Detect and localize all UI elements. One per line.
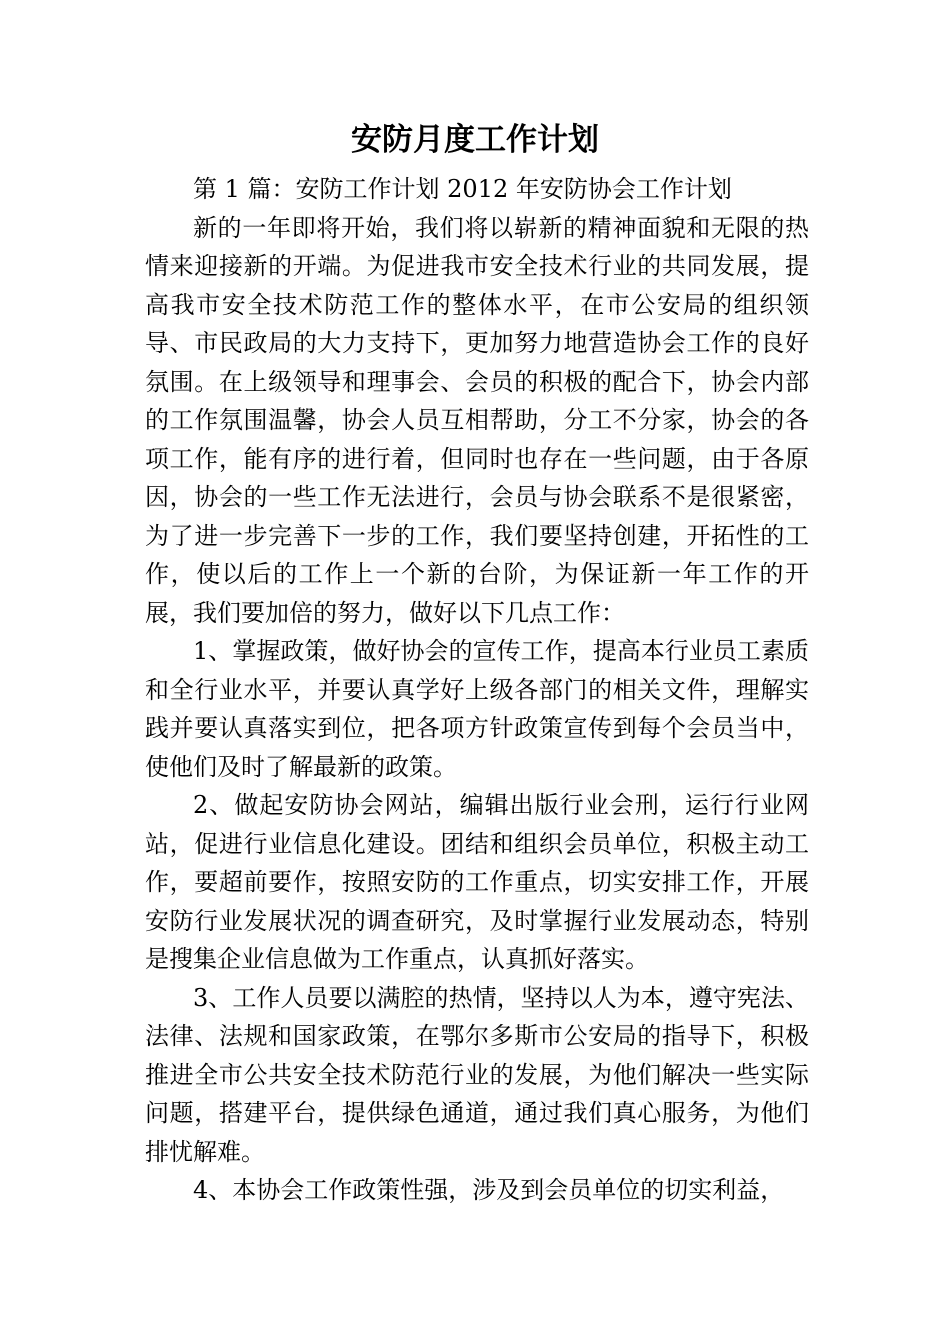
item-4-paragraph: 4、本协会工作政策性强，涉及到会员单位的切实利益， <box>193 1176 785 1204</box>
document-title: 安防月度工作计划 <box>351 122 599 158</box>
item-3-paragraph: 3、工作人员要以满腔的热情，坚持以人为本，遵守宪法、法律、法规和国家政策，在鄂尔多斯市公安局的指导下，积极推进全市公共安全技术防范行业的发展，为他们解决一些实际问题，搭建平台，提供绿色通道，通过我们真心服务，为他们排忧解难。 <box>145 983 809 1166</box>
document-body <box>145 170 809 1210</box>
item-2-paragraph: 2、做起安防协会网站，编辑出版行业会刑，运行行业网站，促进行业信息化建设。团结和组织会员单位，积极主动工作，要超前要作，按照安防的工作重点，切实安排工作，开展安防行业发展状况的调查研究，及时掌握行业发展动态，特别是搜集企业信息做为工作重点，认真抓好落实。 <box>145 791 809 973</box>
article-heading: 第 1 篇：安防工作计划 2012 年安防协会工作计划 <box>193 175 732 203</box>
intro-paragraph: 新的一年即将开始，我们将以崭新的精神面貌和无限的热情来迎接新的开端。为促进我市安全技术行业的共同发展，提高我市安全技术防范工作的整体水平，在市公安局的组织领导、市民政局的大力支持下，更加努力地营造协会工作的良好氛围。在上级领导和理事会、会员的积极的配合下，协会内部的工作氛围温馨，协会人员互相帮助，分工不分家，协会的各项工作，能有序的进行着，但同时也存在一些问题，由于各原因，协会的一些工作无法进行，会员与协会联系不是很紧密，为了进一步完善下一步的工作，我们要坚持创建，开拓性的工作，使以后的工作上一个新的台阶，为保证新一年工作的开展，我们要加倍的努力，做好以下几点工作： <box>145 213 809 627</box>
item-1-paragraph: 1、掌握政策，做好协会的宣传工作，提高本行业员工素质和全行业水平，并要认真学好上级各部门的相关文件，理解实践并要认真落实到位，把各项方针政策宣传到每个会员当中，使他们及时了解最新的政策。 <box>145 637 809 781</box>
